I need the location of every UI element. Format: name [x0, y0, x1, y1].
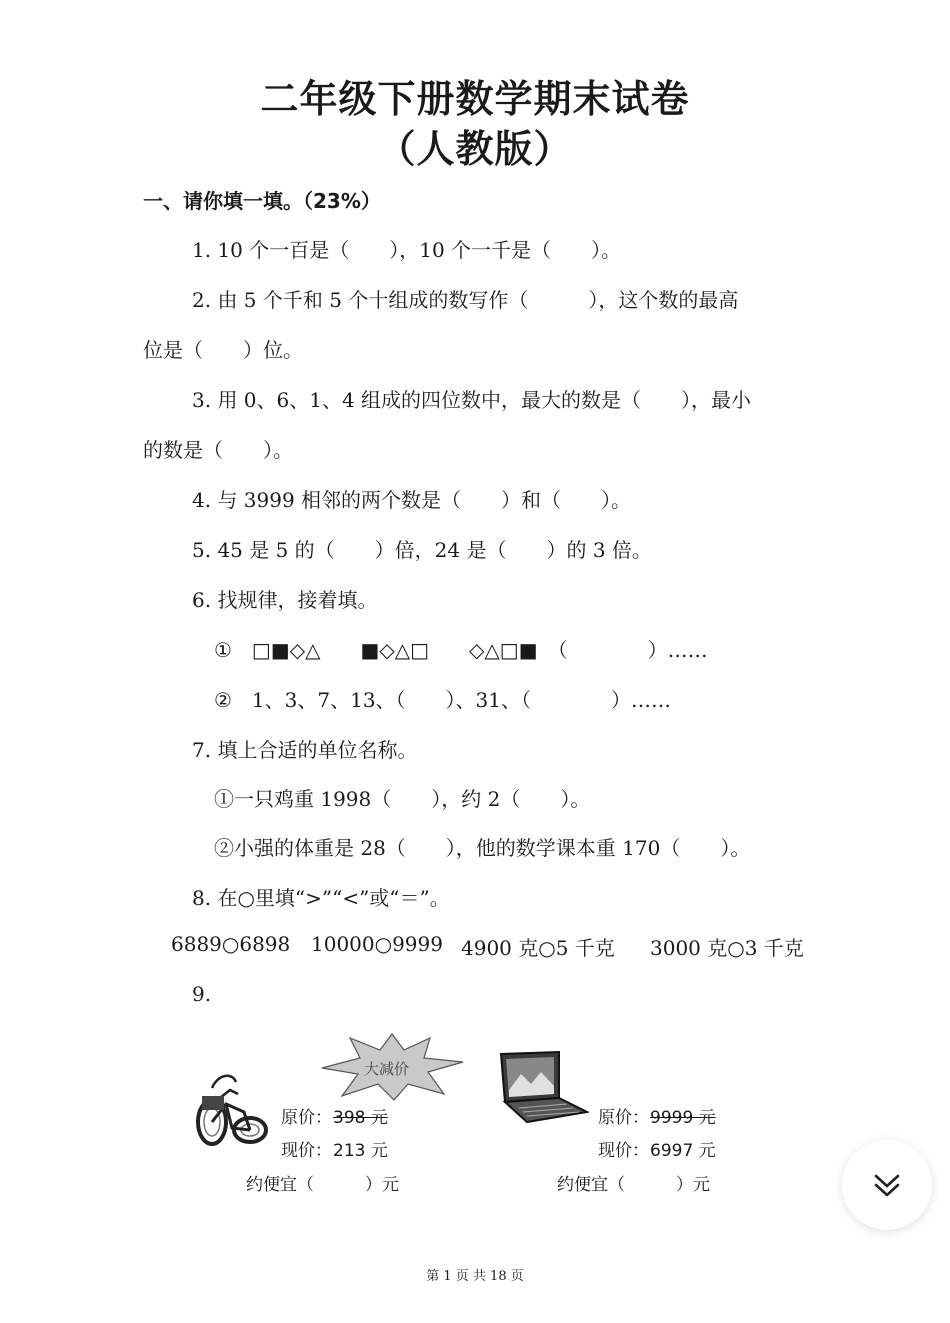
question-9: 9.	[192, 982, 212, 1006]
double-chevron-down-icon	[870, 1168, 904, 1202]
question-3-line-1: 3. 用 0、6、1、4 组成的四位数中，最大的数是（ ），最小	[192, 388, 752, 412]
question-7-part-b: ②小强的体重是 28（ ），他的数学课本重 170（ ）。	[214, 836, 751, 860]
question-2-line-2: 位是（ ）位。	[143, 338, 303, 362]
laptop-original-label: 原价：	[598, 1108, 649, 1128]
compare-item-2: 10000○9999	[311, 932, 443, 956]
page-subtitle: （人教版）	[377, 127, 573, 171]
laptop-original-price: 9999 元	[650, 1108, 716, 1128]
compare-item-4: 3000 克○3 千克	[650, 936, 804, 960]
laptop-savings-blank: 约便宜（ ）元	[557, 1175, 710, 1195]
question-4: 4. 与 3999 相邻的两个数是（ ）和（ ）。	[192, 488, 632, 512]
bike-original-label: 原价：	[281, 1108, 332, 1128]
laptop-current-label: 现价：	[598, 1141, 649, 1161]
section-heading: 一、请你填一填。（23%）	[143, 189, 381, 213]
compare-item-1: 6889○6898	[171, 932, 291, 956]
page-title: 二年级下册数学期末试卷	[260, 77, 690, 121]
question-7: 7. 填上合适的单位名称。	[192, 738, 418, 762]
bicycle-icon	[192, 1068, 274, 1148]
bike-current-label: 现价：	[281, 1141, 332, 1161]
scroll-down-button[interactable]	[842, 1140, 932, 1230]
laptop-current-price: 6997 元	[650, 1141, 716, 1161]
question-3-line-2: 的数是（ ）。	[143, 438, 293, 462]
question-8: 8. 在○里填“>”“<”或“＝”。	[192, 886, 450, 910]
compare-item-3: 4900 克○5 千克	[461, 936, 615, 960]
question-6-pattern-a: ① □■◇△ ■◇△□ ◇△□■ （ ）……	[214, 638, 708, 662]
sale-label: 大减价	[364, 1060, 410, 1078]
question-6-pattern-b: ② 1、3、7、13、（ ）、31、（ ）……	[214, 688, 672, 712]
laptop-icon	[497, 1050, 589, 1124]
bike-original-price: 398 元	[333, 1108, 388, 1128]
question-5: 5. 45 是 5 的（ ）倍，24 是（ ）的 3 倍。	[192, 538, 652, 562]
question-1: 1. 10 个一百是（ ），10 个一千是（ ）。	[192, 238, 622, 262]
page-number: 第 1 页 共 18 页	[426, 1269, 524, 1284]
question-2-line-1: 2. 由 5 个千和 5 个十组成的数写作（ ），这个数的最高	[192, 288, 739, 312]
bike-savings-blank: 约便宜（ ）元	[246, 1175, 399, 1195]
bike-current-price: 213 元	[333, 1141, 388, 1161]
question-7-part-a: ①一只鸡重 1998（ ），约 2（ ）。	[214, 787, 591, 811]
question-6: 6. 找规律，接着填。	[192, 588, 378, 612]
